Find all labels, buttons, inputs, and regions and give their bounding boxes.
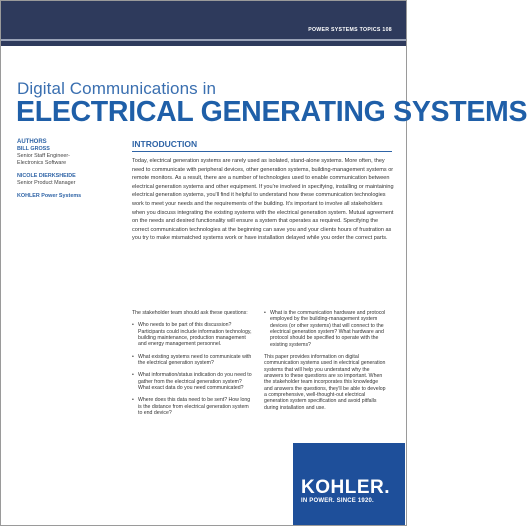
- intro-heading: INTRODUCTION: [132, 139, 392, 152]
- intro-paragraph: Today, electrical generation systems are rarely used as isolated, stand-alone systems. More often, they need to communicate with peripheral devices, other generation systems, building-management systems or remote monitors. As a result, there are a number of technologies used to enable communication between electrical generation systems and other equipment. If you're involved in specifying, installing or maintaining electrical generation systems, you'll find it helpful to understand how these communication technologies work to meet your needs and the requirements of the building. It's important to involve all stakeholders when you discuss integrating the existing systems with the electrical generation system. Mutual agreement on the needs and desired functionality will ensure a system that operates as required. Specifying the correct communication technologies at the beginning can save you and your clients hours of frustration as you try to make mismatched systems work or have installation delayed while you order the correct parts.: [132, 158, 394, 242]
- company-name: KOHLER Power Systems: [17, 193, 82, 199]
- author-role: Electronics Software: [17, 160, 67, 166]
- list-item: • What information/status indication do you need to gather from the electrical generation system? What exact data do you need communicated?: [132, 372, 252, 392]
- header-stripe: [1, 39, 406, 41]
- authors-heading: AUTHORS: [17, 139, 47, 145]
- right-column: [264, 310, 386, 417]
- series-label: POWER SYSTEMS TOPICS 108: [308, 27, 392, 33]
- list-item: • What is the communication hardware and protocol employed by the building-management system devices (or other systems) that will connect to the electrical generation system? What hardware and protocol should be specified to operate with the existing systems?: [264, 310, 386, 348]
- author-role: Senior Staff Engineer-: [17, 153, 70, 159]
- bullet-icon: •: [132, 353, 134, 360]
- kohler-logo-tagline: IN POWER. SINCE 1920.: [301, 498, 374, 504]
- title-kicker: Digital Communications in: [17, 79, 217, 98]
- bullet-icon: •: [264, 310, 266, 316]
- header-band: [1, 1, 406, 46]
- bullet-icon: •: [132, 397, 134, 404]
- body-paragraph: This paper provides information on digital communication systems used in electrical generation systems that will help you understand why the answers to these questions are so important. When the stakeholder team incorporates this knowledge and answers the questions, they'll be able to develop a comprehensive, well-thought-out electrical generation system specification and avoid pitfalls during installation and use.: [264, 354, 386, 411]
- authors-sidebar: [17, 139, 117, 200]
- author-name: NICOLE DIERKSHEIDE: [17, 173, 76, 179]
- bullet-icon: •: [132, 322, 134, 329]
- kohler-logo-wordmark: KOHLER.: [301, 477, 390, 498]
- author-name: BILL GROSS: [17, 146, 50, 152]
- page-title: ELECTRICAL GENERATING SYSTEMS: [16, 96, 527, 128]
- author-role: Senior Product Manager: [17, 180, 76, 186]
- left-column: [132, 310, 254, 422]
- question-list-continued: [264, 310, 386, 348]
- bullet-icon: •: [132, 372, 134, 379]
- questions-lead: The stakeholder team should ask these questions:: [132, 310, 248, 316]
- question-list: [132, 322, 254, 416]
- list-item: • What existing systems need to communicate with the electrical generation system?: [132, 353, 252, 367]
- list-item: • Where does this data need to be sent? How long is the distance from electrical generation system to end device?: [132, 397, 251, 417]
- list-item: • Who needs to be part of this discussion? Participants could include information technology, building maintenance, production management and energy management personnel.: [132, 322, 252, 348]
